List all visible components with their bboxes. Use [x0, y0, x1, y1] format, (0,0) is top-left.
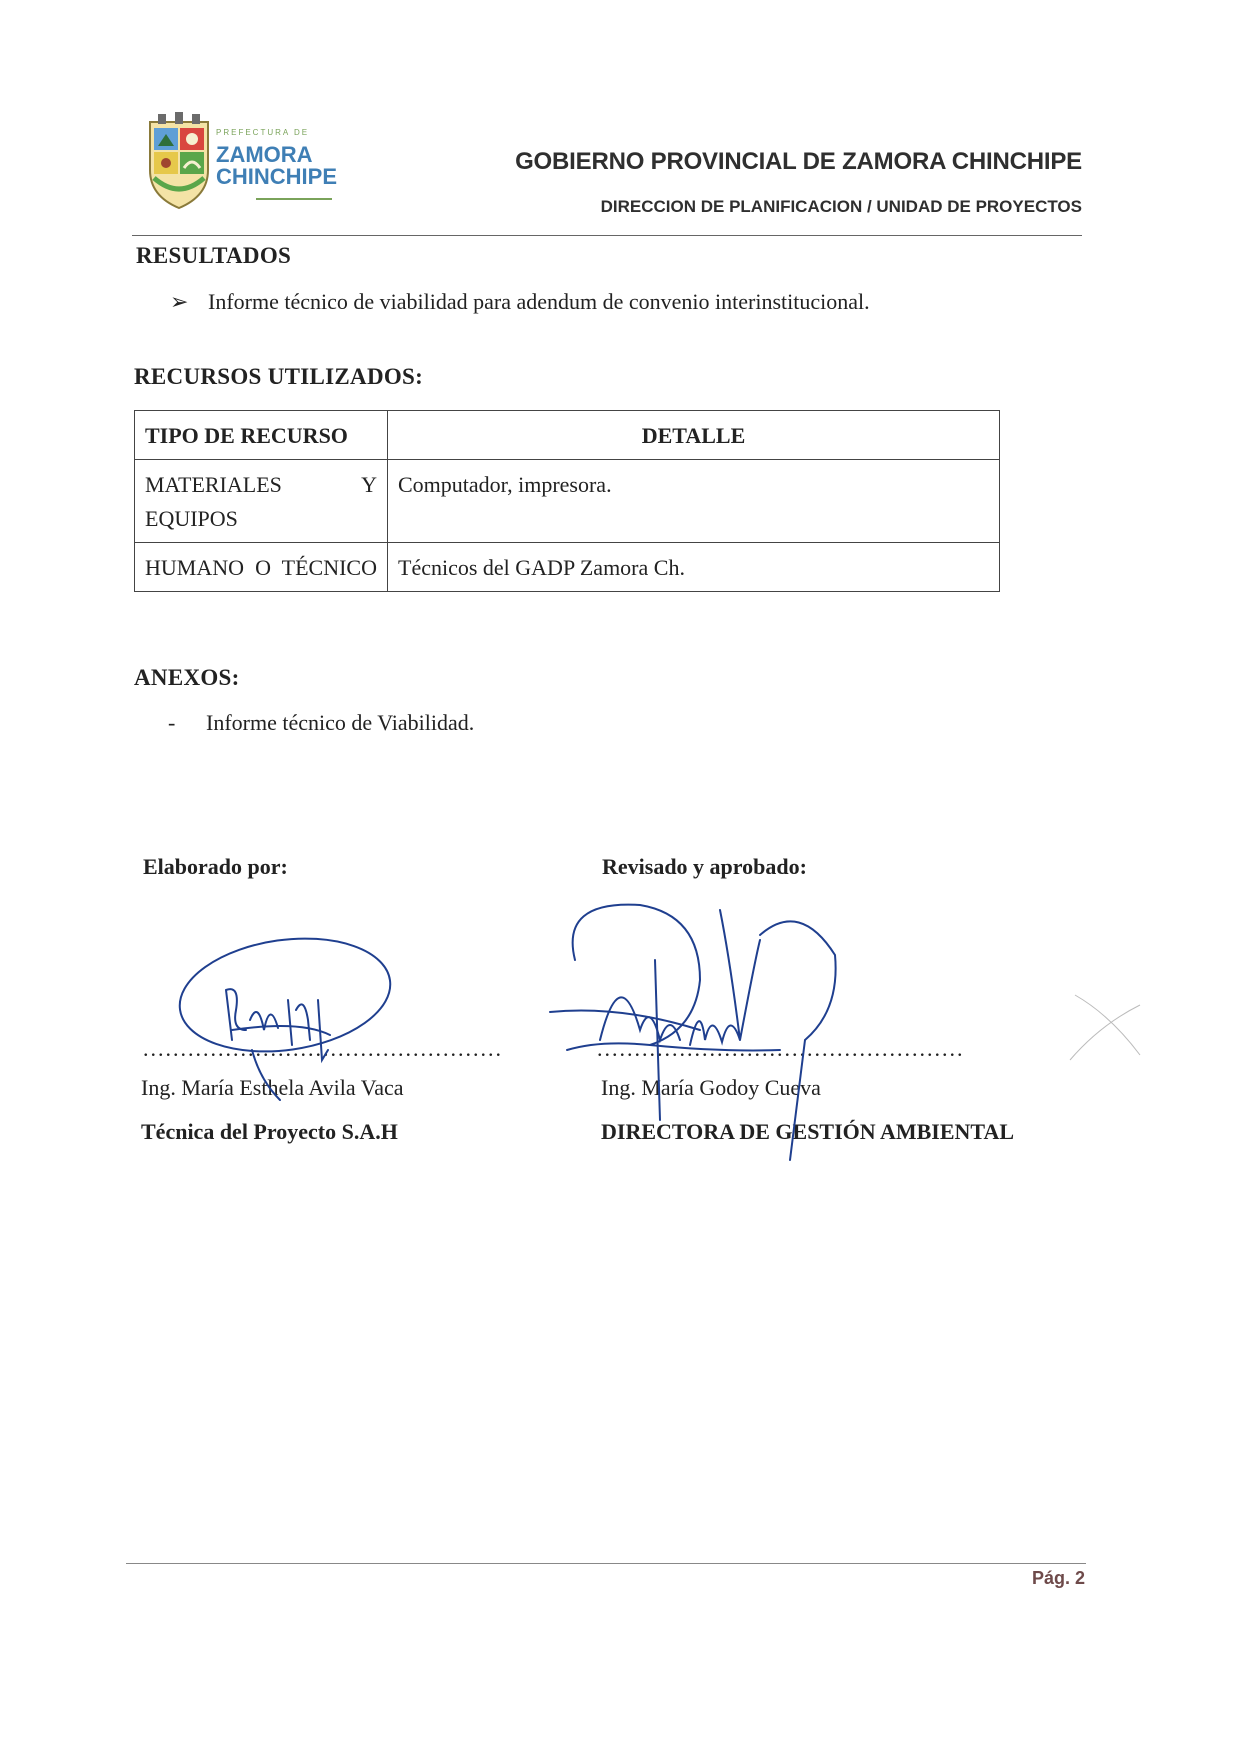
resultados-heading: RESULTADOS — [136, 243, 292, 268]
arrow-bullet-icon: ➢ — [170, 289, 189, 314]
column-header-tipo: TIPO DE RECURSO — [135, 411, 388, 460]
table-header-row — [135, 411, 1000, 460]
column-header-detalle: DETALLE — [388, 411, 1000, 460]
signer-left-name: Ing. María Esthela Avila Vaca — [141, 1075, 404, 1100]
signer-left-role: Técnica del Proyecto S.A.H — [141, 1119, 398, 1144]
signature-line-right: ................................................. — [597, 1036, 965, 1061]
resultados-item: Informe técnico de viabilidad para adendum de convenio interinstitucional. — [208, 289, 870, 314]
footer-divider — [126, 1563, 1086, 1564]
elaborado-heading: Elaborado por: — [143, 854, 288, 879]
logo-line-1: ZAMORA — [216, 142, 313, 167]
cell-tipo: MATERIALES Y EQUIPOS — [135, 460, 388, 543]
table-row — [135, 543, 1000, 592]
table-row — [135, 460, 1000, 543]
logo-underline — [256, 198, 332, 200]
dash-bullet-icon: - — [168, 710, 176, 735]
coat-of-arms-icon — [144, 112, 214, 212]
stray-pencil-mark-icon — [1070, 995, 1140, 1060]
logo-small-text: PREFECTURA DE — [216, 128, 310, 137]
signature-line-left: ................................................ — [143, 1036, 503, 1061]
anexos-heading: ANEXOS: — [134, 665, 240, 690]
cell-tipo: HUMANO O TÉCNICO — [135, 543, 388, 592]
signature-left-icon — [172, 926, 397, 1100]
revisado-heading: Revisado y aprobado: — [602, 854, 807, 879]
recursos-table — [134, 410, 1000, 592]
anexos-item: Informe técnico de Viabilidad. — [206, 710, 475, 735]
cell-detalle: Computador, impresora. — [388, 460, 1000, 543]
page-subtitle: DIRECCION DE PLANIFICACION / UNIDAD DE PROYECTOS — [600, 197, 1082, 216]
header-divider — [132, 235, 1082, 236]
recursos-heading: RECURSOS UTILIZADOS: — [134, 364, 424, 389]
cell-detalle: Técnicos del GADP Zamora Ch. — [388, 543, 1000, 592]
logo-line-2: CHINCHIPE — [216, 164, 338, 189]
page-title: GOBIERNO PROVINCIAL DE ZAMORA CHINCHIPE — [515, 148, 1082, 175]
signer-right-name: Ing. María Godoy Cueva — [601, 1075, 821, 1100]
page-number: Pág. 2 — [1032, 1568, 1086, 1588]
signer-right-role: DIRECTORA DE GESTIÓN AMBIENTAL — [601, 1119, 1015, 1144]
